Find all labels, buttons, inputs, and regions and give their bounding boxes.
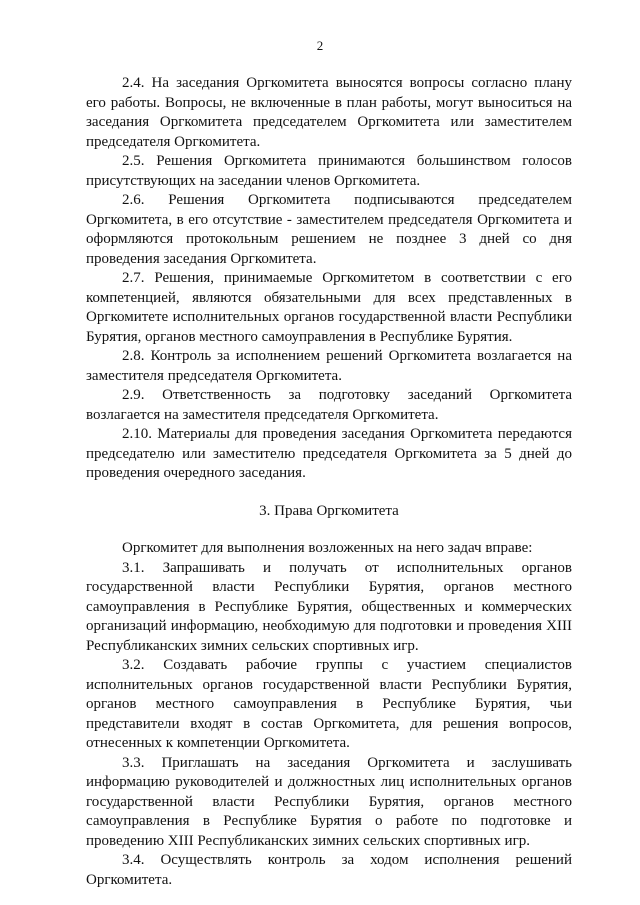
page-number: 2: [316, 38, 324, 53]
paragraph-2-10: 2.10. Материалы для проведения заседания Оргкомитета передаются председателю или заместителю председателя Оргкомитета за 5 дней до проведения очередного заседания.: [86, 426, 572, 481]
paragraph-2-6: 2.6. Решения Оргкомитета подписываются председателем Оргкомитета, в его отсутствие - заместителем председателя Оргкомитета и оформляются протокольным решением не позднее 3 дней со дня проведения заседания Оргкомитета.: [86, 192, 572, 267]
paragraph-2-9: 2.9. Ответственность за подготовку заседаний Оргкомитета возлагается на заместителя председателя Оргкомитета.: [86, 387, 572, 423]
paragraph-intro: Оргкомитет для выполнения возложенных на него задач вправе:: [122, 540, 533, 556]
paragraph-2-4: 2.4. На заседания Оргкомитета выносятся вопросы согласно плану его работы. Вопросы, не включенные в план работы, могут выноситься на заседания Оргкомитета председателем Оргкомитета или заместителем председателя Оргкомитета.: [86, 75, 572, 150]
paragraph-3-3: 3.3. Приглашать на заседания Оргкомитета и заслушивать информацию руководителей и должностных лиц исполнительных органов государственной власти Республики Бурятия, органов местного самоуправления в Республике Бурятия о работе по подготовке и проведению XIII Республиканских зимних сельских спортивных игр.: [86, 754, 572, 849]
paragraph-3-4: 3.4. Осуществлять контроль за ходом исполнения решений Оргкомитета.: [86, 852, 572, 888]
document-body: [86, 74, 572, 890]
paragraph-2-5: 2.5. Решения Оргкомитета принимаются большинством голосов присутствующих на заседании членов Оргкомитета.: [86, 153, 572, 189]
paragraph-3-1: 3.1. Запрашивать и получать от исполнительных органов государственной власти Республики Бурятия, органов местного самоуправления в Республике Бурятия, общественных и коммерческих организаций информацию, необходимую для подготовки и проведения XIII Республиканских зимних сельских спортивных игр.: [86, 559, 572, 654]
paragraph-2-8: 2.8. Контроль за исполнением решений Оргкомитета возлагается на заместителя председателя Оргкомитета.: [86, 348, 572, 384]
paragraph-3-2: 3.2. Создавать рабочие группы с участием специалистов исполнительных органов государственной власти Республики Бурятия, органов местного самоуправления в Республике Бурятия, чьи представители входят в состав Оргкомитета, для решения вопросов, отнесенных к компетенции Оргкомитета.: [86, 657, 572, 751]
paragraph-2-7: 2.7. Решения, принимаемые Оргкомитетом в соответствии с его компетенцией, являются обязательными для всех представленных в Оргкомитете исполнительных органов государственной власти Республики Бурятия, органов местного самоуправления в Республике Бурятия.: [86, 270, 572, 345]
section-title: 3. Права Оргкомитета: [259, 502, 399, 519]
